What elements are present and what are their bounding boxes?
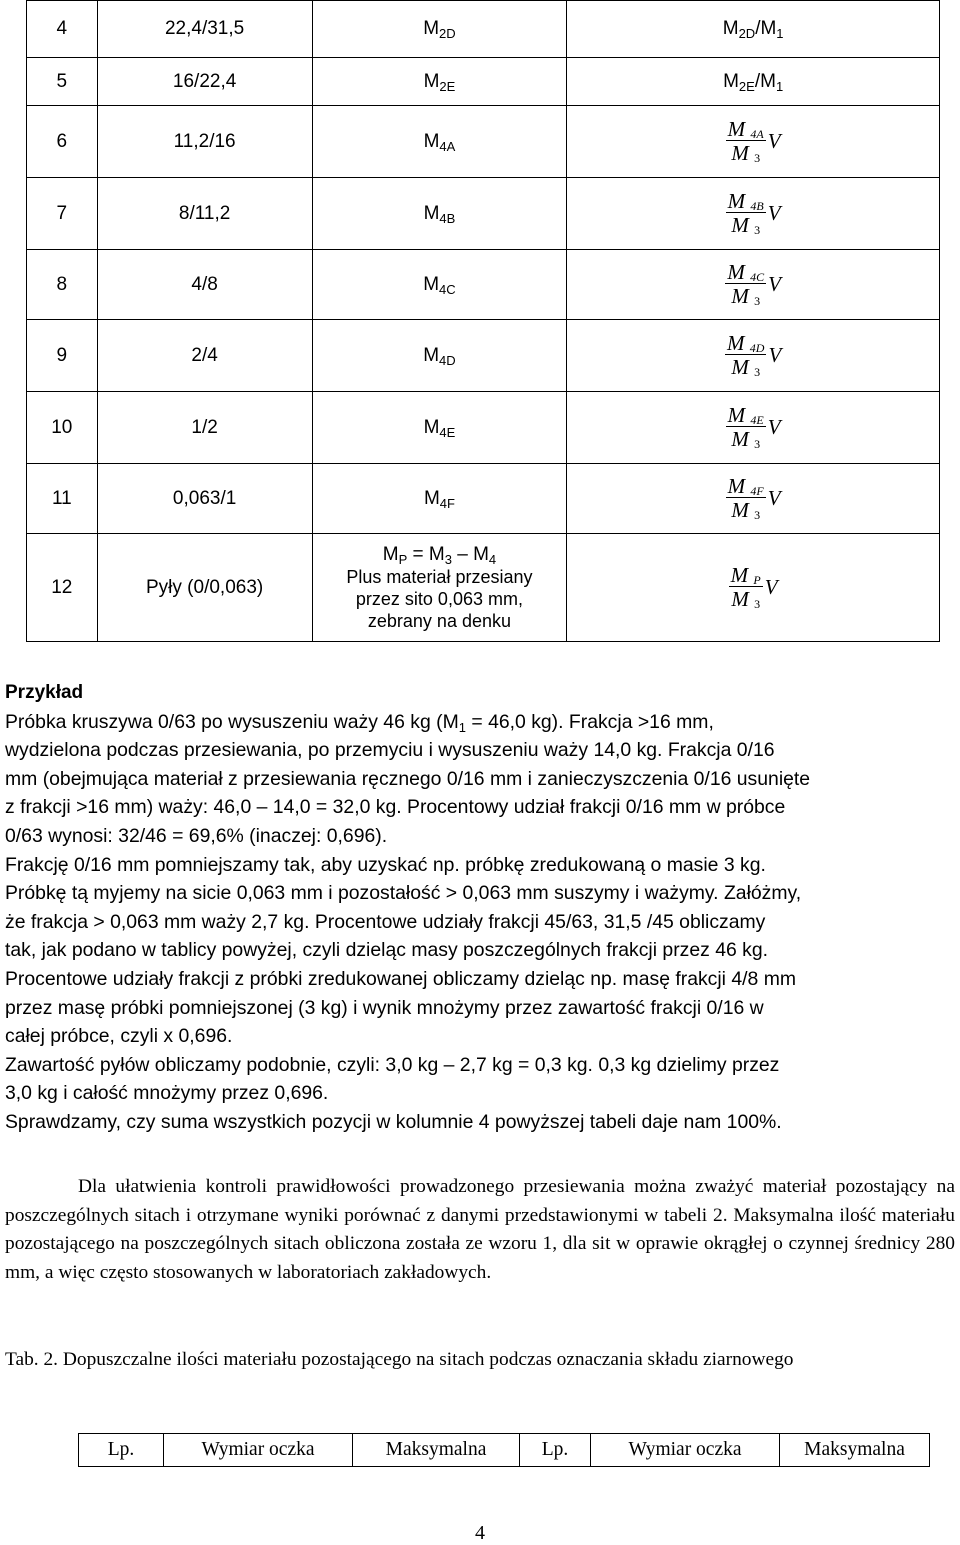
formula-stack <box>726 118 766 165</box>
formula-v: V <box>768 343 782 367</box>
example-line-part: Próbka kruszywa 0/63 po wysuszeniu waży 46 kg (M <box>5 710 459 733</box>
formula-stack <box>725 261 766 308</box>
fractions-table <box>26 0 940 642</box>
table-row <box>27 392 940 464</box>
cell-fraction: 4/8 <box>97 250 312 320</box>
example-section <box>5 679 955 1137</box>
result-sub: 2D <box>738 26 756 41</box>
numerator-symbol: M <box>727 474 746 498</box>
example-line: z frakcji >16 mm) waży: 46,0 – 14,0 = 32,0 kg. Procentowy udział frakcji 0/16 mm w próbce <box>5 796 786 819</box>
numerator-symbol: M <box>727 260 745 284</box>
table2-header: Lp. <box>79 1434 164 1467</box>
cell-fraction: 1/2 <box>97 392 312 464</box>
page-number: 4 <box>475 1522 485 1544</box>
cell-mass <box>312 58 567 106</box>
denominator-symbol: M <box>731 284 749 308</box>
table-row <box>27 534 940 642</box>
formula-numerator <box>729 564 763 587</box>
mass-sub: 2D <box>439 26 456 41</box>
cell-formula <box>567 250 940 320</box>
cell-fraction: 11,2/16 <box>97 106 312 178</box>
mass-symbol: M <box>423 18 440 39</box>
mass-sub: 4B <box>439 210 456 226</box>
denominator-sub: 3 <box>754 508 761 522</box>
cell-lp: 10 <box>27 392 98 464</box>
formula-denominator <box>729 355 762 379</box>
cell-formula <box>567 178 940 250</box>
formula-stack <box>726 190 766 237</box>
numerator-symbol: M <box>727 189 746 213</box>
result-tail: /M <box>754 70 776 92</box>
example-line: 3,0 kg i całość mnożymy przez 0,696. <box>5 1082 329 1105</box>
table-row <box>27 464 940 534</box>
cell-fraction: 22,4/31,5 <box>97 1 312 58</box>
cell-lp: 7 <box>27 178 98 250</box>
formula <box>729 564 778 611</box>
formula-numerator <box>726 404 766 427</box>
example-line <box>5 708 955 737</box>
table2 <box>78 1433 930 1467</box>
formula <box>726 190 781 237</box>
result-sub2: 1 <box>775 78 784 94</box>
numerator-sub: 4D <box>749 341 765 355</box>
example-line: mm (obejmująca materiał z przesiewania ręcznego 0/16 mm i zanieczyszczenia 0/16 usunięte <box>5 767 811 790</box>
formula-v: V <box>767 129 781 153</box>
mass-sub: 4E <box>439 424 456 440</box>
cell-formula <box>567 392 940 464</box>
cell-mass <box>312 392 567 464</box>
numerator-sub: 4B <box>750 199 764 213</box>
example-line: Procentowe udziały frakcji z próbki zredukowanej obliczamy dzieląc np. masę frakcji 4/8 mm <box>5 967 797 990</box>
cell-mass <box>312 178 567 250</box>
cell-mass <box>312 464 567 534</box>
numerator-sub: 4F <box>750 484 764 498</box>
example-line: Zawartość pyłów obliczamy podobnie, czyli: 3,0 kg – 2,7 kg = 0,3 kg. 0,3 kg dzielimy przez <box>5 1053 780 1076</box>
eq-part: M <box>382 543 399 565</box>
cell-lp: 8 <box>27 250 98 320</box>
mass-symbol: M <box>423 70 440 92</box>
example-line: że frakcja > 0,063 mm waży 2,7 kg. Procentowe udziały frakcji 45/63, 31,5 /45 obliczamy <box>5 910 766 933</box>
formula-denominator <box>729 141 762 165</box>
mass-sub: 2E <box>439 78 456 94</box>
cell-lp: 5 <box>27 58 98 106</box>
cell-mass <box>312 1 567 58</box>
example-line: przez masę próbki pomniejszonej (3 kg) i wynik mnożymy przez zawartość frakcji 0/16 w <box>5 996 764 1019</box>
example-line: Sprawdzamy, czy suma wszystkich pozycji w kolumnie 4 powyższej tabeli daje nam 100%. <box>5 1110 782 1133</box>
numerator-sub: 4C <box>750 270 765 284</box>
denominator-symbol: M <box>731 427 749 451</box>
cell-formula <box>567 106 940 178</box>
cell-mass-description <box>312 534 567 642</box>
formula-numerator <box>725 261 766 284</box>
numerator-symbol: M <box>727 403 746 427</box>
table2-header: Lp. <box>520 1434 591 1467</box>
denominator-sub: 3 <box>754 597 761 611</box>
cell-result <box>567 1 940 58</box>
result-sub: 2E <box>738 78 755 94</box>
table2-header: Maksymalna <box>780 1434 930 1467</box>
cell-fraction: 0,063/1 <box>97 464 312 534</box>
table2-header: Wymiar oczka <box>164 1434 353 1467</box>
numerator-symbol: M <box>730 563 749 587</box>
formula-stack <box>726 404 766 451</box>
formula-stack <box>725 332 766 379</box>
cell-lp: 4 <box>27 1 98 58</box>
denominator-sub: 3 <box>754 223 761 237</box>
eq-part: – M <box>451 543 489 565</box>
cell-fraction: 2/4 <box>97 320 312 392</box>
eq-sub: 4 <box>488 551 497 567</box>
numerator-sub: 4E <box>750 413 764 427</box>
formula-numerator <box>726 118 766 141</box>
table2-header: Wymiar oczka <box>591 1434 780 1467</box>
table2-caption: Tab. 2. Dopuszczalne ilości materiału pozostającego na sitach podczas oznaczania składu ziarnowego <box>5 1349 794 1370</box>
example-line: wydzielona podczas przesiewania, po przemyciu i wysuszeniu waży 14,0 kg. Frakcja 0/16 <box>5 739 775 762</box>
mass-sub: 4A <box>439 138 456 154</box>
formula-v: V <box>767 201 781 225</box>
mass-symbol: M <box>423 344 440 366</box>
numerator-symbol: M <box>727 117 746 141</box>
cell-formula <box>567 320 940 392</box>
denominator-symbol: M <box>731 587 749 611</box>
table2-header: Maksymalna <box>353 1434 520 1467</box>
denominator-sub: 3 <box>754 437 761 451</box>
example-line-part: = 46,0 kg). Frakcja >16 mm, <box>465 710 714 733</box>
result-sub2: 1 <box>776 26 784 41</box>
formula-stack <box>729 564 763 611</box>
cell-mass <box>312 320 567 392</box>
mass-desc-line: zebrany na denku <box>367 610 511 631</box>
table-row <box>27 1 940 58</box>
mass-desc-line: Plus materiał przesiany <box>346 566 533 587</box>
table-row <box>27 320 940 392</box>
numerator-sub: P <box>753 573 761 587</box>
mass-equation <box>313 544 567 566</box>
cell-lp: 6 <box>27 106 98 178</box>
formula-numerator <box>726 190 766 213</box>
denominator-sub: 3 <box>754 294 761 308</box>
denominator-symbol: M <box>731 355 749 379</box>
table2-header-row <box>79 1434 930 1467</box>
formula <box>726 118 781 165</box>
cell-fraction: 16/22,4 <box>97 58 312 106</box>
table-row <box>27 58 940 106</box>
example-line: 0/63 wynosi: 32/46 = 69,6% (inaczej: 0,696). <box>5 824 388 847</box>
cell-lp: 12 <box>27 534 98 642</box>
cell-mass <box>312 250 567 320</box>
cell-fraction: 8/11,2 <box>97 178 312 250</box>
result-tail: /M <box>755 18 777 39</box>
eq-part: = M <box>407 543 445 565</box>
cell-lp: 9 <box>27 320 98 392</box>
formula-denominator <box>729 213 762 237</box>
cell-formula <box>567 534 940 642</box>
mass-sub: 4F <box>439 495 455 511</box>
cell-result <box>567 58 940 106</box>
result-main: M <box>723 70 739 92</box>
example-line: tak, jak podano w tablicy powyżej, czyli dzieląc masy poszczególnych frakcji przez 46 kg. <box>5 939 769 962</box>
table-row <box>27 178 940 250</box>
fractions-table-body <box>27 1 940 642</box>
eq-sub: P <box>398 551 408 567</box>
mass-sub: 4D <box>439 352 456 368</box>
formula <box>725 332 781 379</box>
mass-symbol: M <box>423 487 440 509</box>
cell-mass <box>312 106 567 178</box>
denominator-symbol: M <box>731 213 749 237</box>
mass-symbol: M <box>423 416 440 438</box>
example-line: Frakcję 0/16 mm pomniejszamy tak, aby uzyskać np. próbkę zredukowaną o masie 3 kg. <box>5 853 766 876</box>
formula-v: V <box>764 575 778 599</box>
numerator-symbol: M <box>727 331 745 355</box>
formula-v: V <box>767 415 781 439</box>
formula <box>726 404 781 451</box>
denominator-sub: 3 <box>754 151 761 165</box>
cell-fraction: Pyły (0/0,063) <box>97 534 312 642</box>
formula-v: V <box>768 272 781 296</box>
example-line: całej próbce, czyli x 0,696. <box>5 1025 233 1048</box>
formula-denominator <box>729 427 762 451</box>
mass-symbol: M <box>423 202 440 224</box>
formula-stack <box>726 475 766 522</box>
formula <box>725 261 781 308</box>
formula-numerator <box>725 332 766 355</box>
denominator-sub: 3 <box>754 365 761 379</box>
mass-sub: 4C <box>439 281 456 297</box>
example-text <box>5 708 955 1137</box>
example-line-sub: 1 <box>458 719 466 735</box>
table-row <box>27 106 940 178</box>
table-row <box>27 250 940 320</box>
paragraph-2: Dla ułatwienia kontroli prawidłowości prowadzonego przesiewania można zważyć materiał pozostający na poszczególnych sitach i otrzymane wyniki porównać z danymi przedstawionymi w tabeli 2. Maksymalna ilość materiału pozostającego na poszczególnych sitach obliczona została ze wzoru 1, dla sit w oprawie okrągłej o czynnej średnicy 280 mm, a więc często stosowanych w laboratoriach zakładowych. <box>5 1176 955 1283</box>
cell-formula <box>567 464 940 534</box>
formula-numerator <box>726 475 766 498</box>
mass-symbol: M <box>423 130 440 152</box>
result-main: M <box>722 18 739 39</box>
formula <box>726 475 781 522</box>
formula-v: V <box>767 486 781 510</box>
mass-symbol: M <box>423 273 440 295</box>
denominator-symbol: M <box>731 141 749 165</box>
example-heading: Przykład <box>5 682 84 703</box>
formula-denominator <box>729 498 762 522</box>
example-line: Próbkę tą myjemy na sicie 0,063 mm i pozostałość > 0,063 mm suszymy i ważymy. Załóżmy, <box>5 882 802 905</box>
formula-denominator <box>729 587 762 611</box>
formula-denominator <box>729 284 762 308</box>
numerator-sub: 4A <box>750 127 764 141</box>
eq-sub: 3 <box>444 551 452 567</box>
cell-lp: 11 <box>27 464 98 534</box>
denominator-symbol: M <box>731 498 749 522</box>
mass-desc-line: przez sito 0,063 mm, <box>355 588 523 609</box>
